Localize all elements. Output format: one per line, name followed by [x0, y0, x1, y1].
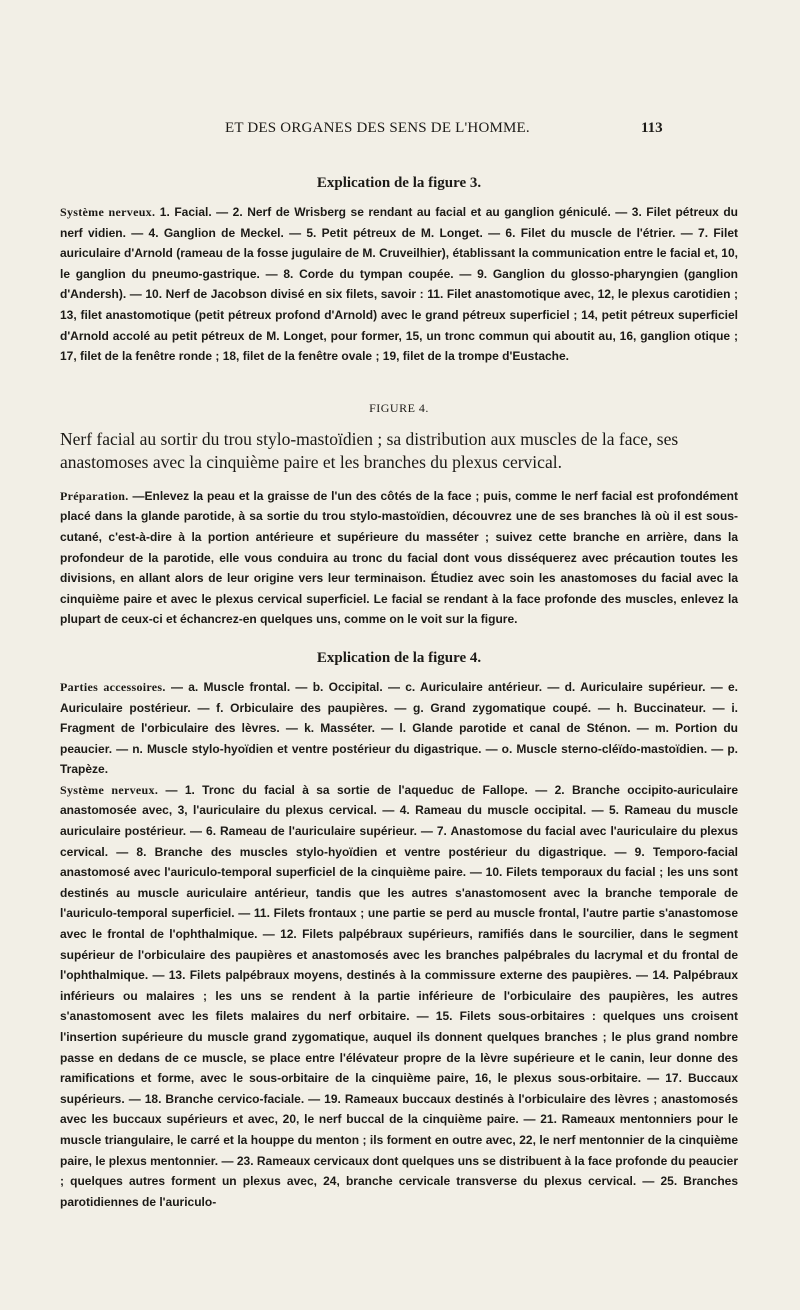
figure-4-label: FIGURE 4. [369, 400, 429, 415]
figure-4-explanation-heading: Explication de la figure 4. [316, 649, 482, 666]
figure-4-nervous-system-paragraph [60, 780, 738, 1212]
figure-3-explanation-heading: Explication de la figure 3. [316, 175, 482, 191]
figure-4-title: Nerf facial au sortir du trou stylo-mastoïdien ; sa distribution aux muscles de la face, ses anastomoses avec la cinquième paire et les branches du plexus cervical. [60, 428, 679, 472]
figure-3-nervous-system-paragraph [60, 202, 738, 367]
accessory-parts-paragraph [60, 677, 738, 780]
paragraph-lead: Parties accessoires. [60, 679, 166, 694]
paragraph-lead: Préparation. [60, 488, 129, 503]
page-number: 113 [641, 120, 663, 136]
paragraph-text: 1. Facial. — 2. Nerf de Wrisberg se rendant au facial et au ganglion géniculé. — 3. Filet pétreux du nerf vidien. — 4. Ganglion de Meckel. — 5. Petit pétreux de M. Longet. — 6. Filet du muscle de l'étrier. — 7. Filet auriculaire d'Arnold (rameau de la fosse jugulaire de M. Cruveilhier), établissant la communication entre le facial et, 10, le ganglion du pneumo-gastrique. — 8. Corde du tympan coupée. — 9. Ganglion du glosso-pharyngien (ganglion d'Andersh). — 10. Nerf de Jacobson divisé en six filets, savoir : 11. Filet anastomotique avec, 12, le plexus carotidien ; 13, filet anastomotique (petit pétreux profond d'Arnold) avec le grand pétreux superficiel ; 14, petit pétreux superficiel d'Arnold accolé au petit pétreux de M. Longet, pour former, 15, un tronc commun qui aboutit au, 16, ganglion otique ; 17, filet de la fenêtre ronde ; 18, filet de la fenêtre ovale ; 19, filet de la trompe d'Eustache. [60, 205, 738, 364]
paragraph-lead: Système nerveux. [60, 205, 156, 219]
paragraph-text: — a. Muscle frontal. — b. Occipital. — c. Auriculaire antérieur. — d. Auriculaire supérieur. — e. Auriculaire postérieur. — f. Orbiculaire des paupières. — g. Grand zygomatique coupé. — h. Buccinateur. — i. Fragment de l'orbiculaire des lèvres. — k. Masséter. — l. Glande parotide et canal de Sténon. — m. Portion du peaucier. — n. Muscle stylo-hyoïdien et ventre postérieur du digastrique. — o. Muscle sterno-cléïdo-mastoïdien. — p. Trapèze. [60, 679, 738, 777]
page-body [60, 175, 738, 1212]
paragraph-text: —Enlevez la peau et la graisse de l'un des côtés de la face ; puis, comme le nerf facial est profondément placé dans la glande parotide, à sa sortie du trou stylo-mastoïdien, découvrez une de ses branches là où il est sous-cutané, c'est-à-dire à la portion antérieure et supérieure du masséter ; suivez cette branche en arrière, dans la profondeur de la parotide, elle vous conduira au tronc du facial dont vous disséquerez avec précaution toutes les divisions, en allant alors de leur origine vers leur terminaison. Étudiez avec soin les anastomoses du facial avec la cinquième paire et avec le plexus cervical superficiel. Le facial se rendant à la face profonde des muscles, enlevez la plupart de ceux-ci et échancrez-en quelques uns, comme on le voit sur la figure. [60, 488, 738, 627]
page-header [0, 120, 800, 142]
running-title: ET DES ORGANES DES SENS DE L'HOMME. [225, 120, 530, 136]
preparation-paragraph [60, 486, 738, 630]
paragraph-lead: Système nerveux. [60, 782, 159, 797]
paragraph-text: — 1. Tronc du facial à sa sortie de l'aqueduc de Fallope. — 2. Branche occipito-auriculaire anastomosée avec, 3, l'auriculaire du plexus cervical. — 4. Rameau du muscle occipital. — 5. Rameau du muscle auriculaire postérieur. — 6. Rameau de l'auriculaire supérieur. — 7. Anastomose du facial avec l'auriculaire du plexus cervical. — 8. Branche des muscles stylo-hyoïdien et ventre postérieur du digastrique. — 9. Temporo-facial anastomosé avec l'auriculo-temporal superficiel de la cinquième paire. — 10. Filets temporaux du facial ; les uns sont destinés au muscle auriculaire antérieur, tandis que les autres s'anastomosent avec la branche temporale de l'auriculo-temporal superficiel. — 11. Filets frontaux ; une partie se perd au muscle frontal, l'autre partie s'anastomose avec le frontal de l'ophthalmique. — 12. Filets palpébraux supérieurs, ramifiés dans le sourcilier, dans le segment supérieur de l'orbiculaire des paupières et anastomosés avec les branches palpébrales du lacrymal et du frontal de l'ophthalmique. — 13. Filets palpébraux moyens, destinés à la commissure externe des paupières. — 14. Palpébraux inférieurs ou malaires ; les uns se rendent à la partie inférieure de l'orbiculaire des paupières, les autres s'anastomosent avec les filets malaires du nerf orbitaire. — 15. Filets sous-orbitaires : quelques uns croisent l'insertion supérieure du muscle grand zygomatique, auquel ils donnent quelques branches ; le plus grand nombre passe en dedans de ce muscle, se place entre l'élévateur propre de la lèvre supérieure et le canin, leur donne des ramifications et forme, avec le sous-orbitaire de la cinquième paire, 16, le plexus sous-orbitaire. — 17. Buccaux supérieurs. — 18. Branche cervico-faciale. — 19. Rameaux buccaux destinés à l'orbiculaire des lèvres ; anastomosés avec les buccaux supérieurs et avec, 20, le nerf buccal de la cinquième paire. — 21. Rameaux mentonniers pour le muscle triangulaire, le carré et la houppe du menton ; ils forment en outre avec, 22, le nerf mentonnier de la cinquième paire, le plexus mentonnier. — 23. Rameaux cervicaux dont quelques uns se distribuent à la face profonde du peaucier ; quelques autres forment un plexus avec, 24, branche cervicale transverse du plexus cervical. — 25. Branches parotidiennes de l'auriculo- [60, 782, 738, 1209]
